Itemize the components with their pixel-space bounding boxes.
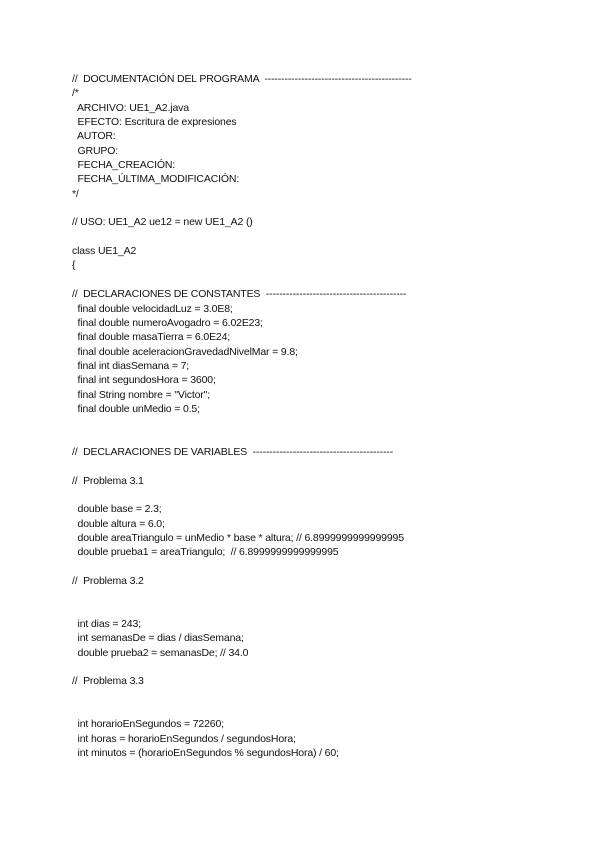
code-line: final double unMedio = 0.5; [72,402,200,415]
source-code-text [72,72,572,761]
code-line [72,431,572,445]
code-line: final double masaTierra = 6.0E24; [72,331,231,344]
code-line: // DOCUMENTACIÓN DEL PROGRAMA -------------------------------------------- [72,73,412,85]
code-line: EFECTO: Escritura de expresiones [72,116,237,129]
code-line: FECHA_ÚLTIMA_MODIFICACIÓN: [72,173,240,186]
code-line [72,488,572,502]
code-line: // DECLARACIONES DE CONSTANTES ------------------------------------------ [72,288,407,301]
code-line: int semanasDe = dias / diasSemana; [72,632,244,645]
code-line [72,560,572,574]
code-line: /* [72,87,79,100]
code-line [72,201,572,215]
code-line: // DECLARACIONES DE VARIABLES ------------------------------------------ [72,445,394,458]
code-line: final double velocidadLuz = 3.0E8; [72,302,233,315]
code-line: double prueba1 = areaTriangulo; // 6.8999999999999995 [72,546,339,559]
code-line [72,660,572,674]
code-line [72,689,572,703]
code-line: class UE1_A2 [72,245,137,258]
code-line: int dias = 243; [72,618,141,631]
code-line: final double aceleracionGravedadNivelMar = 9.8; [72,345,298,358]
code-line: int horarioEnSegundos = 72260; [72,718,224,731]
code-line: double altura = 6.0; [72,517,165,530]
code-line: final int diasSemana = 7; [72,359,190,372]
code-line: double areaTriangulo = unMedio * base * altura; // 6.8999999999999995 [72,532,404,544]
code-line [72,416,572,430]
code-line: AUTOR: [72,130,116,143]
code-line: */ [72,187,79,200]
code-line: final int segundosHora = 3600; [72,374,216,387]
code-line: final String nombre = "Victor"; [72,388,210,401]
code-line: GRUPO: [72,144,119,157]
code-line: final double numeroAvogadro = 6.02E23; [72,316,263,329]
code-line [72,588,572,602]
code-line: ARCHIVO: UE1_A2.java [72,101,189,114]
code-line: int minutos = (horarioEnSegundos % segundosHora) / 60; [72,747,339,760]
code-line: // Problema 3.1 [72,474,144,487]
code-line: // USO: UE1_A2 ue12 = new UE1_A2 () [72,216,253,229]
code-line: double prueba2 = semanasDe; // 34.0 [72,646,249,659]
code-line: // Problema 3.2 [72,575,144,588]
code-line [72,273,572,287]
code-line: // Problema 3.3 [72,675,144,688]
code-line [72,230,572,244]
code-line [72,459,572,473]
code-line: FECHA_CREACIÓN: [72,159,176,172]
code-line: { [72,259,76,272]
code-line: double base = 2.3; [72,503,162,516]
code-line: int horas = horarioEnSegundos / segundosHora; [72,732,296,745]
code-line [72,603,572,617]
code-line [72,703,572,717]
